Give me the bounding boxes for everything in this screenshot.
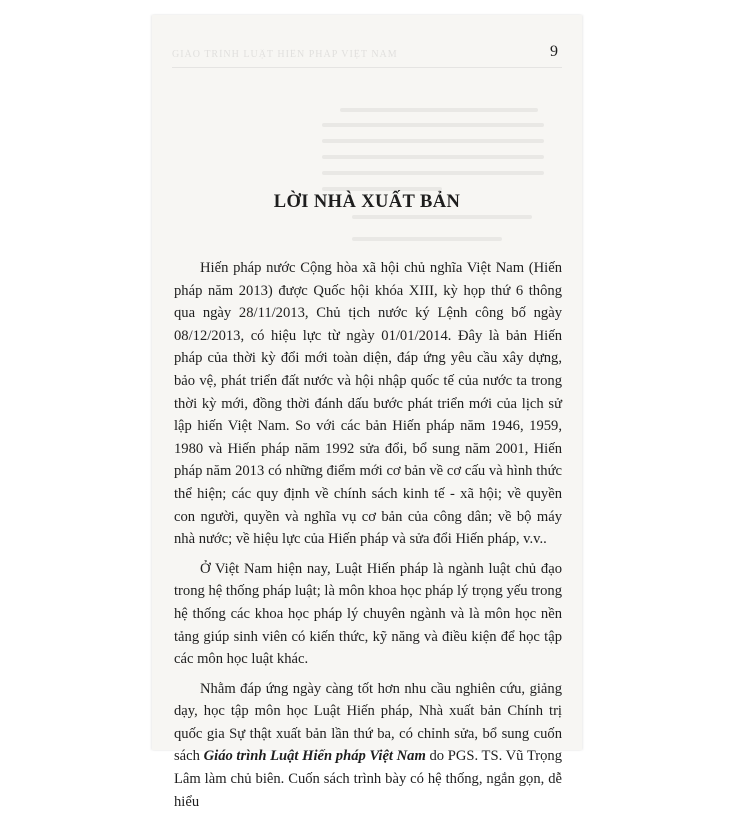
page-number: 9: [550, 43, 558, 60]
paragraph-2: Ở Việt Nam hiện nay, Luật Hiến pháp là ngành luật chủ đạo trong hệ thống pháp luật; là môn khoa học pháp lý trọng yếu trong hệ thống các khoa học pháp lý chuyên ngành và là môn học nền tảng giúp sinh viên có kiến thức, kỹ năng và điều kiện để học tập các môn học luật khác.: [174, 560, 562, 668]
paragraph-3-text-after: do PGS. TS. Vũ Trọng Lâm làm chủ biên. Cuốn sách trình bày có hệ thống, ngắn gọn, dễ hiểu: [174, 748, 562, 810]
paragraph-3-text-before: Nhằm đáp ứng ngày càng tốt hơn nhu cầu nghiên cứu, giảng dạy, học tập môn học Luật Hiến pháp, Nhà xuất bản Chính trị quốc gia Sự thật xuất bản lần thứ ba, có chỉnh sửa, bổ sung cuốn sách: [174, 680, 562, 765]
running-head-rule: [172, 67, 562, 68]
page-title: LỜI NHÀ XUẤT BẢN: [273, 192, 461, 212]
book-page: [152, 15, 582, 810]
paragraph-3: [174, 678, 562, 814]
running-head: GIÁO TRÌNH LUẬT HIẾN PHÁP VIỆT NAM: [172, 49, 398, 60]
book-title: Giáo trình Luật Hiến pháp Việt Nam: [203, 748, 426, 765]
body-text: [174, 257, 562, 820]
paragraph-1: Hiến pháp nước Cộng hòa xã hội chủ nghĩa Việt Nam (Hiến pháp năm 2013) được Quốc hội khóa XIII, kỳ họp thứ 6 thông qua ngày 28/11/2013, Chủ tịch nước ký Lệnh công bố ngày 08/12/2013, có hiệu lực từ ngày 01/01/2014. Đây là bản Hiến pháp của thời kỳ đổi mới toàn diện, đáp ứng yêu cầu xây dựng, bảo vệ, phát triển đất nước và hội nhập quốc tế của nước ta trong thời kỳ mới, đồng thời đánh dấu bước phát triển mới của lịch sử lập hiến Việt Nam. So với các bản Hiến pháp năm 1946, 1959, 1980 và Hiến pháp năm 1992 sửa đổi, bổ sung năm 2001, Hiến pháp năm 2013 có những điểm mới cơ bản về cơ cấu và hình thức thể hiện; các quy định về chính sách kinh tế - xã hội; về quyền con người, quyền và nghĩa vụ cơ bản của công dân; về bộ máy nhà nước; về hiệu lực của Hiến pháp và sửa đổi Hiến pháp, v.v..: [174, 260, 562, 548]
